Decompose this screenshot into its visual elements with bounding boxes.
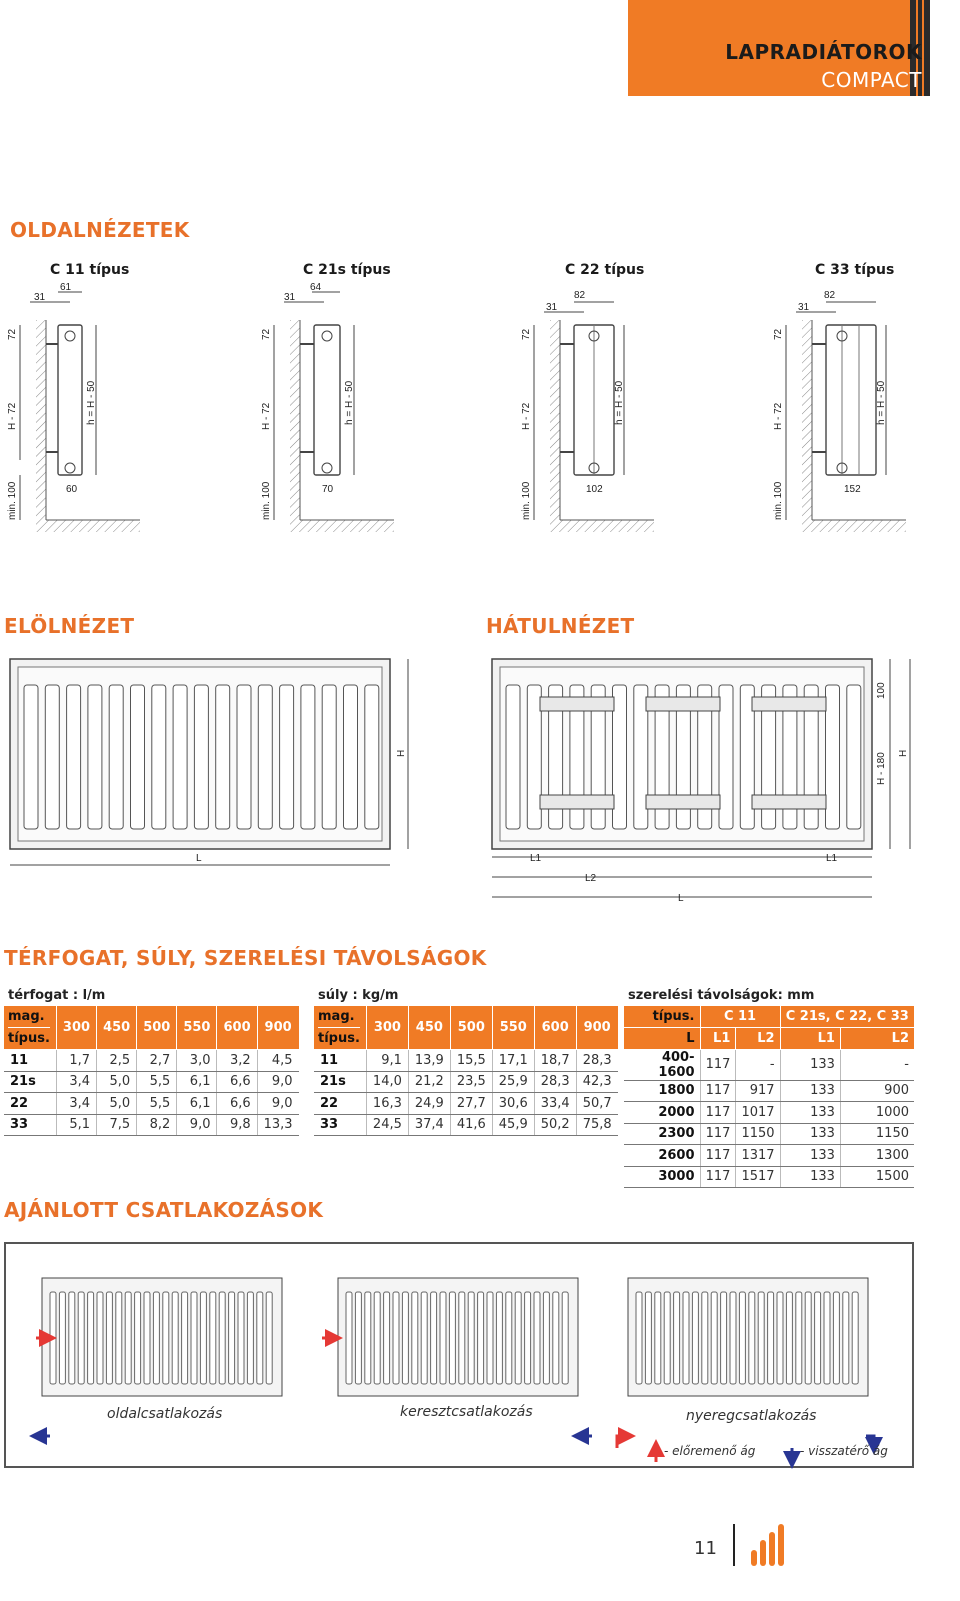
table-cell: 28,3 <box>576 1050 617 1072</box>
radiator-fin <box>805 1292 811 1384</box>
page-separator <box>733 1524 735 1566</box>
radiator-fin <box>768 1292 774 1384</box>
radiator-fin <box>88 1292 94 1384</box>
wall-bracket <box>752 697 826 711</box>
radiator-fin <box>173 685 187 829</box>
dist-head-type: típus. <box>624 1006 700 1028</box>
table-cell: 1150 <box>840 1123 914 1145</box>
svg-text:L2: L2 <box>585 873 597 884</box>
svg-text:72: 72 <box>7 328 18 340</box>
table-cell: 3,0 <box>177 1050 217 1072</box>
table-cell: 6,1 <box>177 1071 217 1093</box>
dist-sub-l: L <box>624 1028 700 1050</box>
table-cell: - <box>736 1049 780 1080</box>
radiator-fin <box>421 1292 427 1384</box>
radiator-fin <box>374 1292 380 1384</box>
radiator-fin <box>847 685 861 829</box>
table-cell: 400-1600 <box>624 1049 700 1080</box>
table-cell: 6,1 <box>177 1093 217 1115</box>
radiator-fin <box>365 685 379 829</box>
table-cell: 9,0 <box>257 1071 298 1093</box>
legend-return: - visszatérő ág <box>800 1444 888 1458</box>
table-cell: 33,4 <box>534 1093 576 1115</box>
table-cell: 6,6 <box>217 1071 257 1093</box>
radiator-fin <box>393 1292 399 1384</box>
svg-text:h = H - 50: h = H - 50 <box>614 380 625 425</box>
volume-caption: térfogat : l/m <box>8 988 106 1003</box>
svg-text:L1: L1 <box>530 853 542 864</box>
row-type: 11 <box>314 1050 366 1072</box>
svg-text:L1: L1 <box>826 853 838 864</box>
table-cell: 15,5 <box>450 1050 492 1072</box>
height-header: 450 <box>97 1006 137 1050</box>
radiator-fin <box>216 685 230 829</box>
svg-text:H - 72: H - 72 <box>773 402 784 430</box>
row-type: 22 <box>4 1093 56 1115</box>
radiator-fin <box>301 685 315 829</box>
connections-title: AJÁNLOTT CSATLAKOZÁSOK <box>4 1198 324 1222</box>
radiator-fin <box>506 685 520 829</box>
height-header: 600 <box>217 1006 257 1050</box>
legend-flow: - előremenő ág <box>664 1444 756 1458</box>
table-cell: 13,9 <box>408 1050 450 1072</box>
radiator-fin <box>45 685 59 829</box>
radiator-fin <box>247 1292 253 1384</box>
table-cell: 3,4 <box>56 1093 96 1115</box>
table-cell: 1517 <box>736 1166 780 1188</box>
table-row <box>314 1050 618 1072</box>
table-cell: 117 <box>700 1049 736 1080</box>
table-cell: 117 <box>700 1145 736 1167</box>
table-cell: 117 <box>700 1166 736 1188</box>
radiator-fin <box>515 1292 521 1384</box>
radiator-fin <box>562 1292 568 1384</box>
table-cell: 50,7 <box>576 1093 617 1115</box>
radiator-fin <box>852 1292 858 1384</box>
table-cell: 27,7 <box>450 1093 492 1115</box>
connection-label-cross: keresztcsatlakozás <box>400 1404 533 1420</box>
header-title: LAPRADIÁTOROK <box>725 40 922 64</box>
table-cell: 14,0 <box>366 1071 408 1093</box>
radiator-fin <box>355 1292 361 1384</box>
table-cell: 2,7 <box>137 1050 177 1072</box>
svg-text:31: 31 <box>34 292 46 303</box>
table-cell: 2,5 <box>97 1050 137 1072</box>
dist-head-c21: C 21s, C 22, C 33 <box>780 1006 914 1028</box>
table-cell: 17,1 <box>492 1050 534 1072</box>
table-cell: 7,5 <box>97 1114 137 1136</box>
radiator-fin <box>692 1292 698 1384</box>
flow-arrow <box>617 1436 627 1448</box>
radiator-fin <box>322 685 336 829</box>
wall-bracket <box>646 697 720 711</box>
side-view-type-label: C 22 típus <box>565 262 645 278</box>
radiator-fin <box>238 1292 244 1384</box>
radiator-fin <box>468 1292 474 1384</box>
table-corner: mag. típus. <box>4 1006 56 1050</box>
table-cell: 21,2 <box>408 1071 450 1093</box>
table-cell: 2000 <box>624 1102 700 1124</box>
side-view-type-label: C 21s típus <box>303 262 391 278</box>
radiator-fin <box>674 1292 680 1384</box>
table-cell: 5,1 <box>56 1114 96 1136</box>
side-view-type-label: C 33 típus <box>815 262 895 278</box>
table-cell: 24,5 <box>366 1114 408 1136</box>
table-cell: 3,2 <box>217 1050 257 1072</box>
table-cell: 2300 <box>624 1123 700 1145</box>
radiator-fin <box>24 685 38 829</box>
row-type: 21s <box>314 1071 366 1093</box>
table-row <box>314 1114 618 1136</box>
table-cell: 16,3 <box>366 1093 408 1115</box>
weight-table <box>314 1006 618 1136</box>
svg-text:31: 31 <box>798 302 810 313</box>
radiator-fin <box>88 685 102 829</box>
radiator-fin <box>459 1292 465 1384</box>
dist-sub-l1: L1 <box>780 1028 840 1050</box>
table-row <box>624 1049 914 1080</box>
svg-text:152: 152 <box>844 484 861 495</box>
rear-view-title: HÁTULNÉZET <box>486 614 635 638</box>
radiator-fin <box>833 1292 839 1384</box>
radiator-fin <box>384 1292 390 1384</box>
dist-sub-l1: L1 <box>700 1028 736 1050</box>
dist-sub-l2: L2 <box>840 1028 914 1050</box>
radiator-fin <box>50 1292 56 1384</box>
radiator-fin <box>553 1292 559 1384</box>
wall-bracket <box>646 795 720 809</box>
height-header: 450 <box>408 1006 450 1050</box>
table-row <box>624 1145 914 1167</box>
svg-text:h = H - 50: h = H - 50 <box>876 380 887 425</box>
table-cell: 4,5 <box>257 1050 298 1072</box>
svg-text:72: 72 <box>773 328 784 340</box>
radiator-fin <box>826 685 840 829</box>
dist-head-c11: C 11 <box>700 1006 780 1028</box>
wall-bracket <box>540 795 614 809</box>
radiator-fin <box>346 1292 352 1384</box>
radiator-fin <box>116 1292 122 1384</box>
radiator-fin <box>527 685 541 829</box>
table-row <box>624 1080 914 1102</box>
radiator-fin <box>815 1292 821 1384</box>
table-cell: 9,0 <box>257 1093 298 1115</box>
radiator-fin <box>719 685 733 829</box>
table-cell: 5,5 <box>137 1093 177 1115</box>
table-cell: 50,2 <box>534 1114 576 1136</box>
radiator-fin <box>543 1292 549 1384</box>
table-row <box>4 1114 299 1136</box>
svg-text:70: 70 <box>322 484 334 495</box>
radiator-fin <box>786 1292 792 1384</box>
height-header: 500 <box>450 1006 492 1050</box>
dist-sub-l2: L2 <box>736 1028 780 1050</box>
radiator-fin <box>194 685 208 829</box>
radiator-fin <box>153 1292 159 1384</box>
table-cell: 5,0 <box>97 1071 137 1093</box>
svg-text:h = H - 50: h = H - 50 <box>344 380 355 425</box>
table-row <box>4 1071 299 1093</box>
table-cell: 1500 <box>840 1166 914 1188</box>
table-cell: 30,6 <box>492 1093 534 1115</box>
height-header: 550 <box>492 1006 534 1050</box>
radiator-fin <box>200 1292 206 1384</box>
radiator-fin <box>758 1292 764 1384</box>
row-type: 11 <box>4 1050 56 1072</box>
svg-text:64: 64 <box>310 282 322 293</box>
table-cell: 18,7 <box>534 1050 576 1072</box>
table-cell: 117 <box>700 1123 736 1145</box>
radiator-fin <box>683 1292 689 1384</box>
radiator-fin <box>402 1292 408 1384</box>
radiator-fin <box>257 1292 263 1384</box>
volume-table <box>4 1006 299 1136</box>
radiator-fin <box>182 1292 188 1384</box>
svg-text:min. 100: min. 100 <box>261 481 272 520</box>
height-header: 900 <box>257 1006 298 1050</box>
rear-view <box>492 659 910 904</box>
height-header: 600 <box>534 1006 576 1050</box>
table-cell: 42,3 <box>576 1071 617 1093</box>
svg-text:min. 100: min. 100 <box>521 481 532 520</box>
radiator-fin <box>487 1292 493 1384</box>
table-cell: 13,3 <box>257 1114 298 1136</box>
radiator-fin <box>229 1292 235 1384</box>
svg-text:H: H <box>898 749 909 757</box>
svg-text:H - 72: H - 72 <box>521 402 532 430</box>
table-cell: 1000 <box>840 1102 914 1124</box>
row-type: 33 <box>314 1114 366 1136</box>
table-cell: 1317 <box>736 1145 780 1167</box>
svg-text:31: 31 <box>546 302 558 313</box>
radiator-fin <box>525 1292 531 1384</box>
row-type: 22 <box>314 1093 366 1115</box>
table-row <box>624 1102 914 1124</box>
table-cell: 133 <box>780 1080 840 1102</box>
height-header: 550 <box>177 1006 217 1050</box>
svg-text:72: 72 <box>521 328 532 340</box>
page-number: 11 <box>694 1538 717 1559</box>
connection-label-saddle: nyeregcsatlakozás <box>686 1408 817 1424</box>
table-cell: 75,8 <box>576 1114 617 1136</box>
radiator-fin <box>59 1292 65 1384</box>
radiator-fin <box>506 1292 512 1384</box>
table-cell: 8,2 <box>137 1114 177 1136</box>
table-cell: 6,6 <box>217 1093 257 1115</box>
table-cell: 133 <box>780 1049 840 1080</box>
radiator-fin <box>258 685 272 829</box>
table-cell: 23,5 <box>450 1071 492 1093</box>
radiator-fin <box>478 1292 484 1384</box>
radiator-fin <box>796 1292 802 1384</box>
table-row <box>314 1093 618 1115</box>
radiator-fin <box>144 1292 150 1384</box>
weight-caption: súly : kg/m <box>318 988 399 1003</box>
svg-text:min. 100: min. 100 <box>7 481 18 520</box>
brand-logo <box>748 1522 788 1568</box>
radiator-fin <box>440 1292 446 1384</box>
radiator-fin <box>711 1292 717 1384</box>
radiator-fin <box>131 685 145 829</box>
side-views-title: OLDALNÉZETEK <box>10 218 190 242</box>
table-cell: 25,9 <box>492 1071 534 1093</box>
radiator-fin <box>730 1292 736 1384</box>
table-row <box>624 1166 914 1188</box>
side-views-drawing <box>0 280 960 550</box>
row-type: 21s <box>4 1071 56 1093</box>
radiator-fin <box>749 1292 755 1384</box>
radiator-fin <box>645 1292 651 1384</box>
table-cell: 117 <box>700 1102 736 1124</box>
side-view-type-label: C 11 típus <box>50 262 130 278</box>
radiator-fin <box>219 1292 225 1384</box>
side-view-c33 <box>773 290 906 532</box>
radiator-fin <box>496 1292 502 1384</box>
svg-text:60: 60 <box>66 484 78 495</box>
table-row <box>4 1093 299 1115</box>
row-type: 33 <box>4 1114 56 1136</box>
volumes-title: TÉRFOGAT, SÚLY, SZERELÉSI TÁVOLSÁGOK <box>4 946 487 970</box>
side-view-c22 <box>521 290 654 532</box>
table-cell: - <box>840 1049 914 1080</box>
svg-text:H: H <box>396 749 407 757</box>
radiator-fin <box>152 685 166 829</box>
table-cell: 917 <box>736 1080 780 1102</box>
svg-text:H - 180: H - 180 <box>876 752 887 785</box>
front-view <box>10 659 408 865</box>
connection-label-side: oldalcsatlakozás <box>107 1406 223 1422</box>
radiator-fin <box>412 1292 418 1384</box>
side-view-c21s <box>261 282 394 532</box>
radiator-fin <box>125 1292 131 1384</box>
table-row <box>314 1071 618 1093</box>
radiator-fin <box>135 1292 141 1384</box>
table-cell: 37,4 <box>408 1114 450 1136</box>
svg-text:L: L <box>196 853 202 864</box>
svg-text:L: L <box>678 893 684 904</box>
svg-text:82: 82 <box>824 290 836 301</box>
table-row <box>4 1050 299 1072</box>
table-cell: 2600 <box>624 1145 700 1167</box>
table-cell: 45,9 <box>492 1114 534 1136</box>
radiator-fin <box>266 1292 272 1384</box>
radiator-fin <box>97 1292 103 1384</box>
side-view-c11 <box>7 282 140 532</box>
svg-text:61: 61 <box>60 282 72 293</box>
radiator-fin <box>664 1292 670 1384</box>
radiator-fin <box>739 1292 745 1384</box>
table-cell: 9,0 <box>177 1114 217 1136</box>
radiator-fin <box>824 1292 830 1384</box>
svg-text:H - 72: H - 72 <box>7 402 18 430</box>
radiator-fin <box>280 685 294 829</box>
radiator-fin <box>534 1292 540 1384</box>
radiator-fin <box>237 685 251 829</box>
height-header: 900 <box>576 1006 617 1050</box>
table-cell: 28,3 <box>534 1071 576 1093</box>
table-cell: 1017 <box>736 1102 780 1124</box>
svg-text:min. 100: min. 100 <box>773 481 784 520</box>
radiator-fin <box>210 1292 216 1384</box>
table-cell: 1300 <box>840 1145 914 1167</box>
svg-text:100: 100 <box>876 682 887 699</box>
radiator-fin <box>106 1292 112 1384</box>
table-cell: 900 <box>840 1080 914 1102</box>
radiator-fin <box>843 1292 849 1384</box>
table-cell: 3,4 <box>56 1071 96 1093</box>
radiator-fin <box>449 1292 455 1384</box>
distance-caption: szerelési távolságok: mm <box>628 988 815 1003</box>
header-stripe <box>924 0 930 96</box>
radiator-fin <box>344 685 358 829</box>
table-cell: 133 <box>780 1123 840 1145</box>
radiator-fin <box>191 1292 197 1384</box>
radiator-fin <box>702 1292 708 1384</box>
table-cell: 117 <box>700 1080 736 1102</box>
front-view-title: ELÖLNÉZET <box>4 614 135 638</box>
svg-text:72: 72 <box>261 328 272 340</box>
table-cell: 1,7 <box>56 1050 96 1072</box>
table-cell: 3000 <box>624 1166 700 1188</box>
table-cell: 133 <box>780 1102 840 1124</box>
table-cell: 133 <box>780 1166 840 1188</box>
svg-text:102: 102 <box>586 484 603 495</box>
radiator-fin <box>69 1292 75 1384</box>
table-corner: mag. típus. <box>314 1006 366 1050</box>
radiator-fin <box>365 1292 371 1384</box>
connection-radiators <box>42 1278 868 1396</box>
radiator-fin <box>636 1292 642 1384</box>
table-cell: 5,5 <box>137 1071 177 1093</box>
distance-table <box>624 1006 914 1188</box>
height-header: 300 <box>56 1006 96 1050</box>
svg-text:31: 31 <box>284 292 296 303</box>
radiator-fin <box>78 1292 84 1384</box>
table-cell: 1150 <box>736 1123 780 1145</box>
height-header: 300 <box>366 1006 408 1050</box>
radiator-fin <box>109 685 123 829</box>
radiator-fin <box>67 685 81 829</box>
wall-bracket <box>540 697 614 711</box>
front-rear-drawing <box>0 645 960 915</box>
connections-drawing <box>0 1250 960 1470</box>
table-cell: 1800 <box>624 1080 700 1102</box>
radiator-fin <box>431 1292 437 1384</box>
table-cell: 9,1 <box>366 1050 408 1072</box>
radiator-fin <box>172 1292 178 1384</box>
table-cell: 41,6 <box>450 1114 492 1136</box>
svg-text:82: 82 <box>574 290 586 301</box>
radiator-fin <box>163 1292 169 1384</box>
table-cell: 5,0 <box>97 1093 137 1115</box>
table-cell: 133 <box>780 1145 840 1167</box>
front-fins <box>24 685 379 829</box>
radiator-fin <box>613 685 627 829</box>
wall-bracket <box>752 795 826 809</box>
height-header: 500 <box>137 1006 177 1050</box>
radiator-fin <box>777 1292 783 1384</box>
table-row <box>624 1123 914 1145</box>
radiator-fin <box>655 1292 661 1384</box>
table-cell: 9,8 <box>217 1114 257 1136</box>
header-subtitle: COMPACT <box>821 68 922 92</box>
radiator-fin <box>721 1292 727 1384</box>
svg-text:h = H - 50: h = H - 50 <box>86 380 97 425</box>
table-cell: 24,9 <box>408 1093 450 1115</box>
svg-text:H - 72: H - 72 <box>261 402 272 430</box>
